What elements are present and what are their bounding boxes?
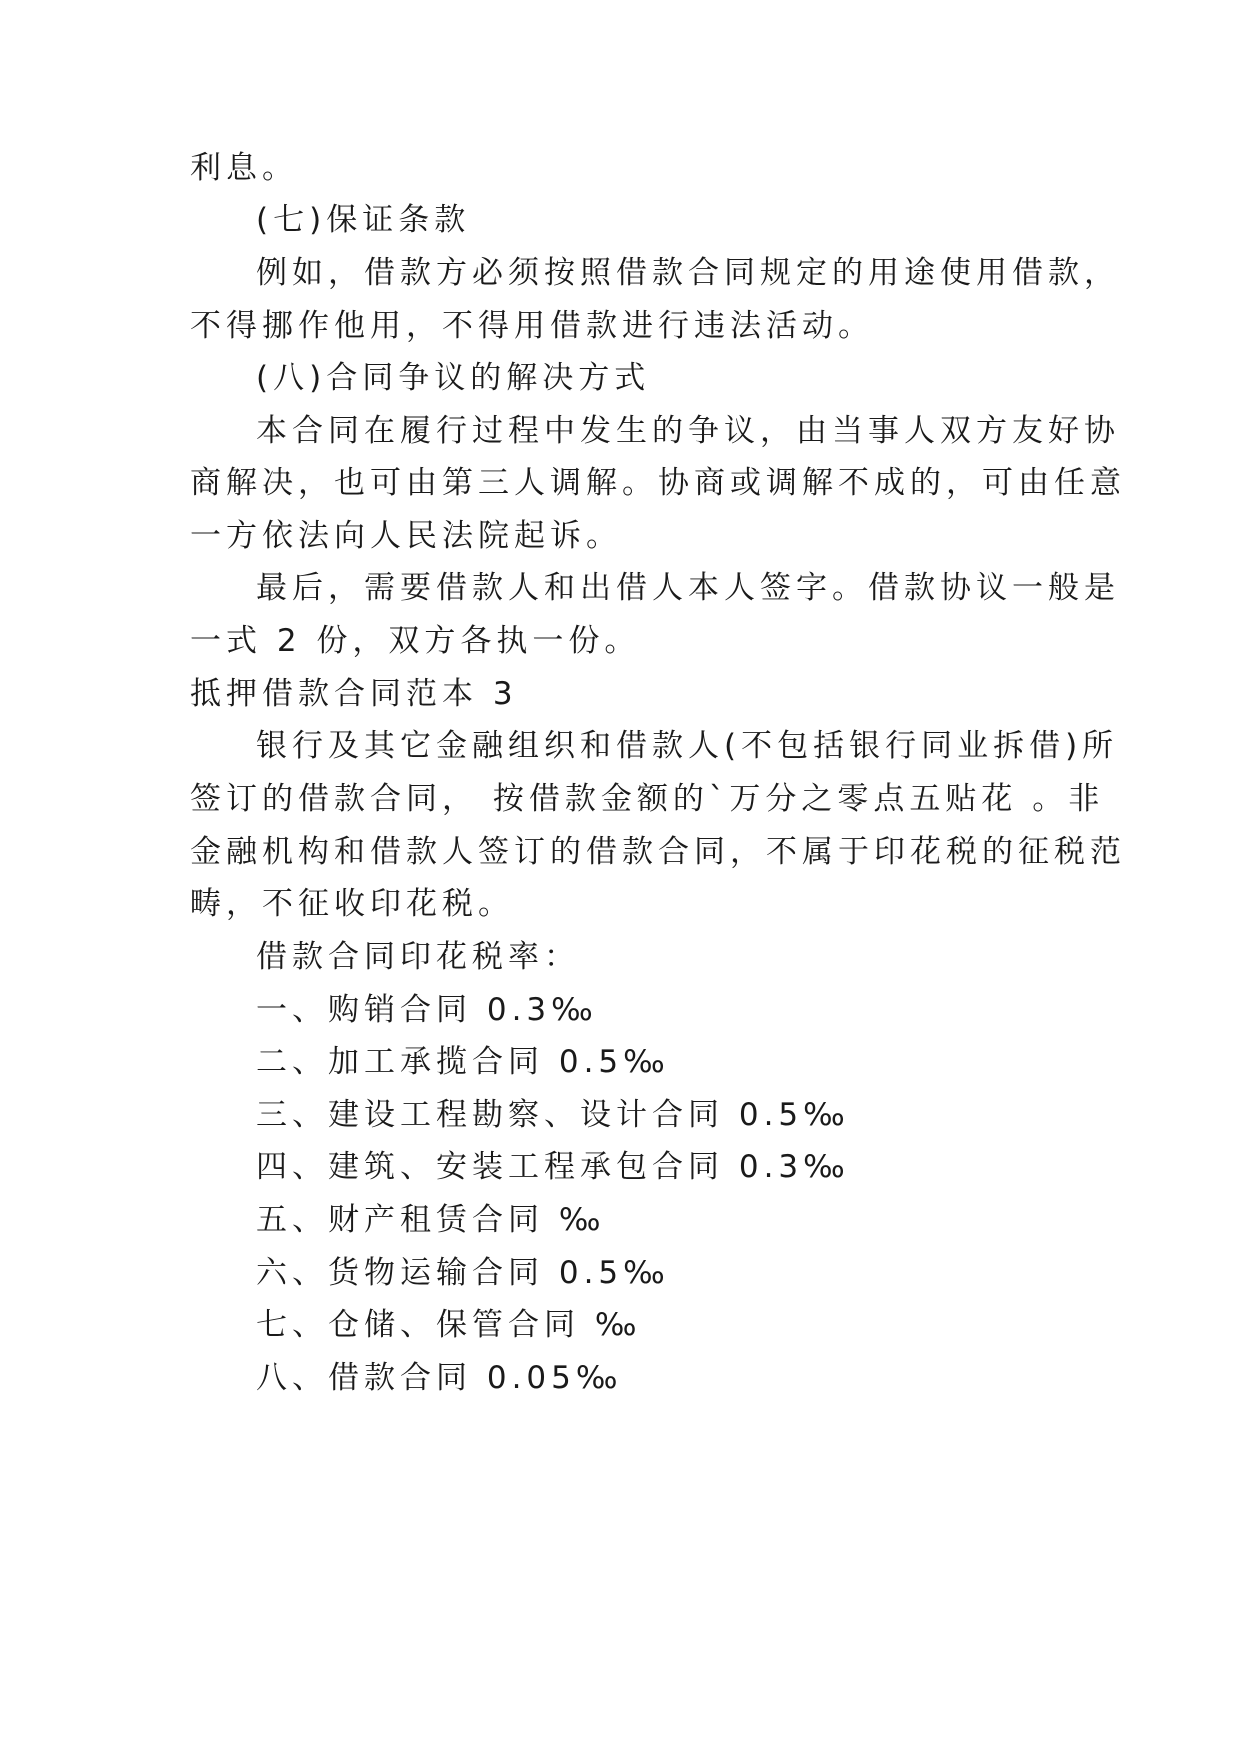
paragraph-line: 利息。 [190,150,298,186]
paragraph-line: 一式 2 份，双方各执一份。 [190,623,641,659]
list-item-rate: 八、借款合同 0.05‰ [256,1360,623,1396]
paragraph-line: 银行及其它金融组织和借款人(不包括银行同业拆借)所 [256,728,1119,764]
list-item-rate: 六、货物运输合同 0.5‰ [256,1255,670,1291]
list-item-rate: 七、仓储、保管合同 ‰ [256,1307,642,1343]
list-item-rate: 二、加工承揽合同 0.5‰ [256,1044,670,1080]
list-item-rate: 四、建筑、安装工程承包合同 0.3‰ [256,1149,850,1185]
section-heading-guarantee: (七)保证条款 [256,202,471,238]
paragraph-line: 畴，不征收印花税。 [190,886,514,922]
paragraph-line: 商解决，也可由第三人调解。协商或调解不成的，可由任意 [190,465,1126,501]
paragraph-line: 本合同在履行过程中发生的争议，由当事人双方友好协 [256,413,1120,449]
paragraph-line: 例如，借款方必须按照借款合同规定的用途使用借款， [256,255,1120,291]
list-heading-stamp-tax-rates: 借款合同印花税率： [256,939,580,975]
section-heading-dispute: (八)合同争议的解决方式 [256,360,651,396]
paragraph-line: 签订的借款合同， 按借款金额的`万分之零点五贴花 。非 [190,781,1105,817]
section-title-template-3: 抵押借款合同范本 3 [190,676,518,712]
list-item-rate: 三、建设工程勘察、设计合同 0.5‰ [256,1097,850,1133]
paragraph-line: 金融机构和借款人签订的借款合同，不属于印花税的征税范 [190,834,1126,870]
list-item-rate: 一、购销合同 0.3‰ [256,992,598,1028]
paragraph-line: 最后，需要借款人和出借人本人签字。借款协议一般是 [256,570,1120,606]
list-item-rate: 五、财产租赁合同 ‰ [256,1202,606,1238]
paragraph-line: 不得挪作他用，不得用借款进行违法活动。 [190,308,874,344]
paragraph-line: 一方依法向人民法院起诉。 [190,518,622,554]
